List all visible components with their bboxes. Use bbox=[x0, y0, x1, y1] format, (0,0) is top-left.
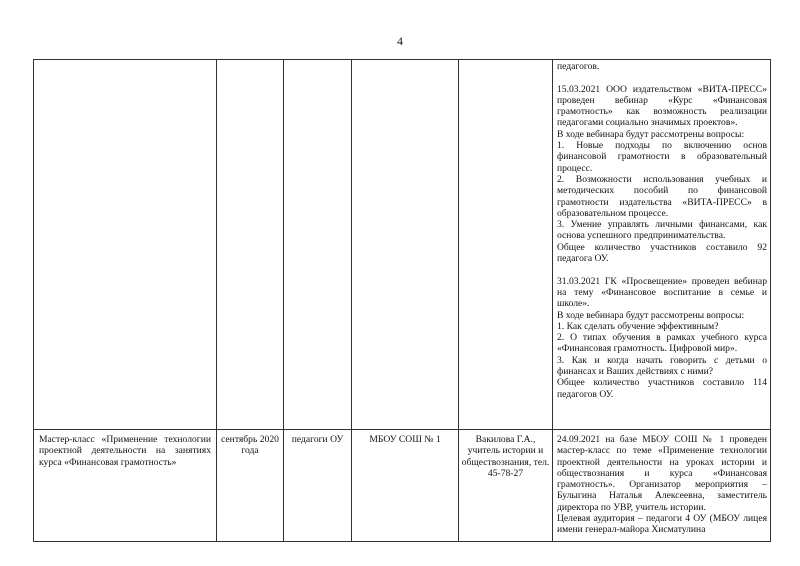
table-row-2-audience: педагоги ОУ bbox=[291, 434, 344, 445]
page-number: 4 bbox=[397, 34, 403, 48]
table-row-2-date: сентябрь 2020 года bbox=[221, 434, 279, 457]
column-divider bbox=[216, 60, 217, 541]
desc-paragraph: 1. Как сделать обучение эффективным? bbox=[557, 320, 719, 332]
desc-paragraph: В ходе вебинара будут рассмотрены вопросы: bbox=[557, 309, 745, 321]
desc-line: педагогов. bbox=[557, 61, 600, 72]
desc-paragraph: 2. О типах обучения в рамках учебного курса «Финансовая грамотность. Цифровой мир». bbox=[557, 332, 767, 355]
table-row-2-event: Мастер-класс «Применение технологии проектной деятельности на занятиях курса «Финансовая грамотность» bbox=[39, 434, 211, 468]
desc-paragraph: 15.03.2021 ООО издательством «ВИТА-ПРЕСС» проведен вебинар «Курс «Финансовая грамотность» как возможность реализации педагогами социально значимых проектов». bbox=[557, 83, 767, 129]
desc-paragraph: 3. Как и когда начать говорить с детьми о финансах и Ваших действиях с ними? bbox=[557, 354, 767, 378]
table-row-2-description bbox=[557, 434, 767, 536]
desc-paragraph: 31.03.2021 ГК «Просвещение» проведен вебинар на тему «Финансовое воспитание в семье и школе». bbox=[557, 275, 767, 310]
column-divider bbox=[458, 60, 459, 541]
desc-paragraph: 3. Умение управлять личными финансами, как основа успешного предпринимательства. bbox=[557, 219, 767, 242]
desc-paragraph: 2. Возможности использования учебных и методических пособий по финансовой грамотности издательства «ВИТА-ПРЕСС» в образовательном процессе. bbox=[557, 173, 767, 219]
desc-paragraph: 1. Новые подходы по включению основ финансовой грамотности в образовательный процесс. bbox=[557, 140, 767, 174]
desc-paragraph: Целевая аудитория – педагоги 4 ОУ (МБОУ лицея имени генерал-майора Хисматулина bbox=[557, 513, 767, 536]
column-divider bbox=[552, 60, 553, 541]
desc-paragraph: В ходе вебинара будут рассмотрены вопросы: bbox=[557, 128, 745, 140]
column-divider bbox=[351, 60, 352, 541]
table-row-2-venue: МБОУ СОШ № 1 bbox=[369, 434, 441, 445]
row-divider bbox=[34, 429, 770, 430]
column-divider bbox=[283, 60, 284, 541]
desc-paragraph: Общее количество участников составило 114 педагогов ОУ. bbox=[557, 377, 767, 400]
activities-table bbox=[33, 59, 771, 542]
desc-paragraph: 24.09.2021 на базе МБОУ СОШ № 1 проведен мастер-класс по теме «Применение технологии проектной деятельности на уроках истории и обществознания и курса «Финансовая грамотность». Организатор мероприятия – Булыгина Наталья Алексеевна, заместитель директора по УВР, учитель истории. bbox=[557, 434, 767, 513]
table-row-1-description bbox=[557, 61, 767, 400]
desc-paragraph: Общее количество участников составило 92 педагога ОУ. bbox=[557, 241, 767, 265]
table-row-2-responsible: Вакилова Г.А., учитель истории и обществознания, тел. 45-78-27 bbox=[461, 434, 550, 479]
